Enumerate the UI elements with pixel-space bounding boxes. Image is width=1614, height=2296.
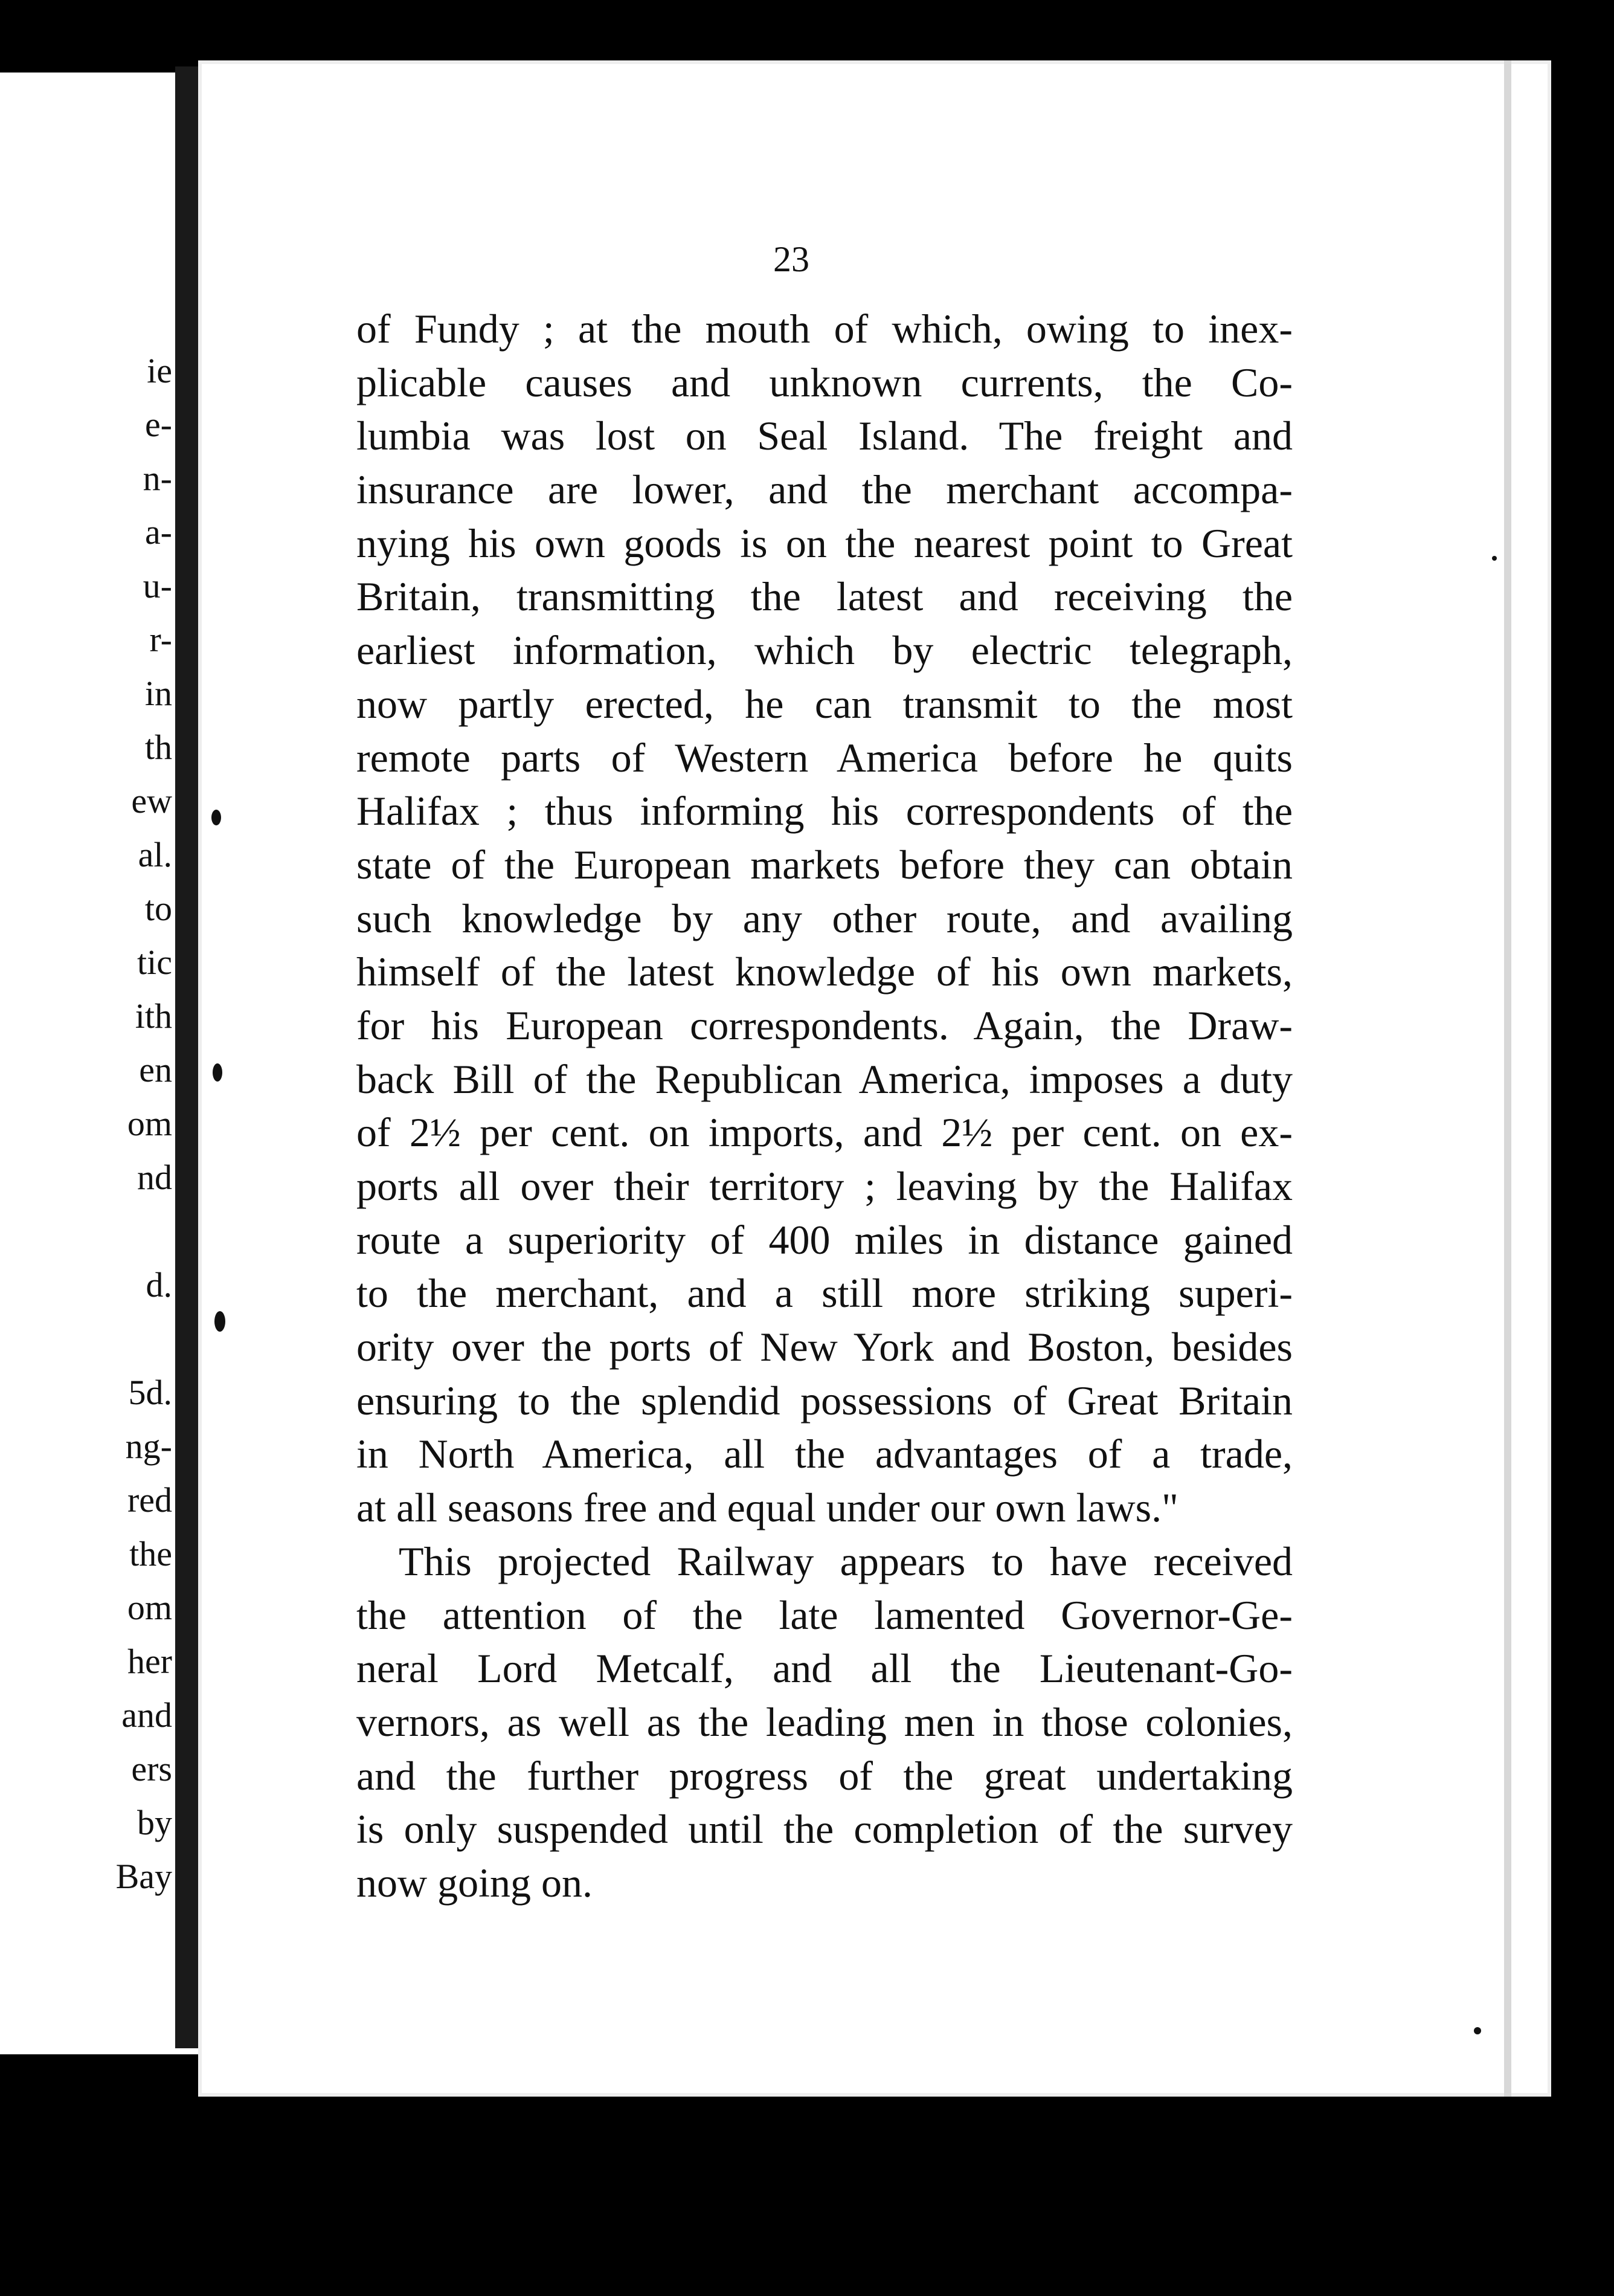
text-line: now going on.	[356, 1859, 593, 1906]
page-number: 23	[773, 239, 809, 279]
text-line: lumbia was lost on Seal Island. The freight and	[356, 413, 1293, 459]
text-line: This projected Railway appears to have received	[399, 1538, 1293, 1584]
text-line: earliest information, which by electric telegraph,	[356, 627, 1293, 674]
binding-mark	[211, 810, 221, 825]
text-line: and the further progress of the great undertaking	[356, 1752, 1293, 1799]
left-page-fragment: u-	[143, 566, 172, 605]
text-line: such knowledge by any other route, and availing	[356, 895, 1293, 941]
text-line: ority over the ports of New York and Boston, besides	[356, 1324, 1293, 1370]
left-page-fragment: en	[139, 1050, 172, 1089]
text-line: ensuring to the splendid possessions of Great Britain	[356, 1377, 1293, 1424]
text-line: is only suspended until the completion of the survey	[356, 1806, 1293, 1853]
left-page-fragment: d.	[146, 1265, 172, 1304]
text-line: insurance are lower, and the merchant accompa-	[356, 466, 1293, 513]
text-line: now partly erected, he can transmit to the most	[356, 680, 1293, 727]
text-line: Britain, transmitting the latest and receiving the	[356, 573, 1293, 620]
left-page-fragment: ie	[147, 351, 172, 390]
left-page-fragment: the	[129, 1534, 172, 1573]
paper-speck	[1474, 2027, 1481, 2034]
text-line: himself of the latest knowledge of his own markets,	[356, 949, 1293, 995]
text-line: in North America, all the advantages of a trade,	[356, 1431, 1293, 1477]
left-page-fragment: her	[127, 1642, 172, 1681]
text-line: state of the European markets before they can obtain	[356, 841, 1293, 888]
page-edge	[1504, 60, 1511, 2097]
text-line: remote parts of Western America before he quits	[356, 734, 1293, 781]
left-page-fragment: red	[127, 1480, 172, 1520]
left-page-fragment: th	[144, 727, 172, 767]
left-page-fragment: ng-	[125, 1427, 172, 1466]
left-page-fragment: al.	[138, 835, 172, 874]
left-page-fragment: nd	[137, 1158, 172, 1197]
text-line: Halifax ; thus informing his correspondents of the	[356, 788, 1293, 834]
book-gutter	[175, 66, 201, 2048]
left-page-fragment: and	[121, 1695, 172, 1735]
binding-mark	[213, 1063, 222, 1082]
left-page-fragment: to	[144, 889, 172, 928]
text-line: vernors, as well as the leading men in those colonies,	[356, 1698, 1293, 1745]
text-line: nying his own goods is on the nearest point to Great	[356, 520, 1293, 566]
left-page-fragment: om	[127, 1588, 172, 1627]
text-line: route a superiority of 400 miles in distance gained	[356, 1216, 1293, 1263]
left-page-fragment: n-	[143, 459, 172, 498]
text-line: back Bill of the Republican America, imposes a duty	[356, 1056, 1293, 1102]
text-line: to the merchant, and a still more striking superi-	[356, 1270, 1293, 1317]
text-line: neral Lord Metcalf, and all the Lieutenant-Go-	[356, 1645, 1293, 1692]
paper-speck	[1492, 556, 1497, 561]
left-page-fragment: in	[144, 674, 172, 713]
binding-mark	[214, 1311, 225, 1332]
text-line: for his European correspondents. Again, the Draw-	[356, 1002, 1293, 1048]
text-line: of Fundy ; at the mouth of which, owing to inex-	[356, 306, 1293, 352]
left-page-fragment: Bay	[115, 1857, 172, 1896]
text-line: the attention of the late lamented Governor-Ge-	[356, 1591, 1293, 1638]
text-line: ports all over their territory ; leaving by the Halifax	[356, 1163, 1293, 1209]
left-page-fragment: om	[127, 1104, 172, 1143]
text-line: plicable causes and unknown currents, the Co-	[356, 359, 1293, 405]
left-page-fragment: e-	[144, 405, 172, 444]
left-page-fragment: 5d.	[128, 1373, 172, 1412]
left-page-fragment: r-	[149, 620, 172, 659]
left-page-fragment: ith	[135, 996, 172, 1036]
left-page-fragment: ers	[131, 1749, 172, 1788]
left-page-fragment: a-	[144, 512, 172, 552]
text-line: of 2½ per cent. on imports, and 2½ per cent. on ex-	[356, 1109, 1293, 1156]
left-page-fragment: ew	[131, 781, 172, 821]
text-line: at all seasons free and equal under our own laws."	[356, 1485, 1178, 1531]
left-page-fragment: tic	[137, 943, 172, 982]
body-text	[356, 302, 1293, 1910]
left-page-fragment: by	[137, 1803, 172, 1842]
